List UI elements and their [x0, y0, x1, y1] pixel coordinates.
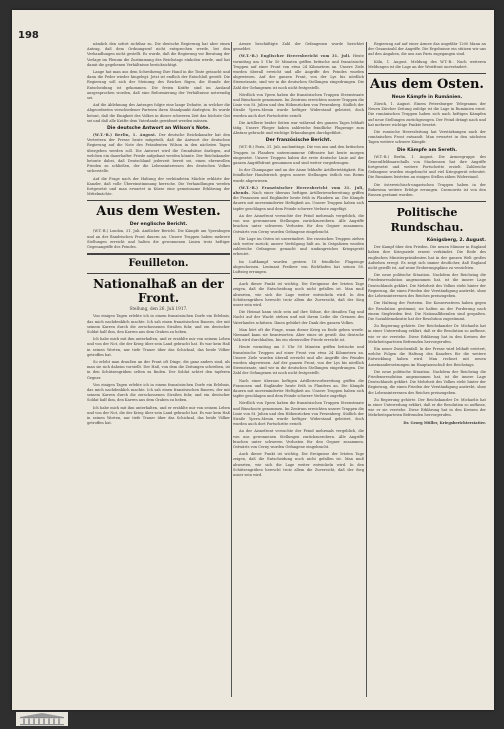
dateline: (W.T.-B.) Englischer Heeresbericht vom 31. Juli.	[239, 54, 351, 59]
article-text: An der Aisnefront versuchte der Feind mehrmals vergeblich, die von uns gewonnenen Stellungen zurückzuerobern. Alle Angriffe brachen unter schweren Verlusten für den Gegner zusammen. Ostwärts von Cerny wurden Gefangene eingebracht.	[233, 213, 364, 234]
article-text: Auch dieser Punkt ist wichtig. Die Ereignisse der letzten Tage zeigen, daß die Entscheidung noch nicht gefallen ist. Man muß abwarten, wie sich die Lage weiter entwickeln wird. In den Schützengräben herrscht trotz allem die Zuversicht, daß der Sieg unser sein wird.	[233, 452, 364, 478]
column-middle	[233, 42, 364, 702]
divider	[87, 273, 230, 274]
article-text: Der Kampf über den Frieden. Die neuen Männer in England haben ihre Kriegsziele erneut verkündet. Die Rede des englischen Ministerpräsidenten hat in der ganzen Welt großes Aufsehen erregt. Es zeigt sich immer deutlicher, daß England nicht gewillt ist, auf seine Eroberungspläne zu verzichten.	[368, 245, 486, 271]
article-text: (W.T.-B.) Paris, 31. Juli, nachmittags. Die von uns und den britischen Truppen in Flandern unternommene Offensive hat heute morgen eingesetzt. Unsere Truppen haben die erste deutsche Linie auf der ganzen Angriffsfront genommen und sind weiter vorgedrungen.	[233, 145, 364, 166]
section-subheading: Neue Kämpfe in Rumänien.	[391, 95, 463, 101]
divider	[368, 201, 486, 202]
article-text: Heute vormittag um 5 Uhr 50 Minuten griffen britische und französische Truppen auf einer Front von etwa 24 Kilometern an. Unsere Ziele wurden überall erreicht und alle Angriffe des Feindes wurden abgewiesen. Auf der ganzen Front, von der Lys bis nördlich Steenstraate, sind wir in die deutschen Stellungen eingedrungen. Die Zahl der Gefangenen ist noch nicht festgestellt.	[233, 54, 364, 90]
article-text: Die Lage im Osten ist unverändert. Die russischen Truppen ziehen sich weiter zurück; unsere Verfolgung hält an. In Ostgalizien wurden zahlreiche Gefangene gemacht und umfangreiches Kriegsgerät erbeutet.	[233, 236, 364, 257]
newspaper-page	[12, 10, 494, 710]
article-text: Nördlich von Ypern haben die französischen Truppen Steenstraate und Bixschoote genommen. Im Zentrum erreichten unsere Truppen die Linie von St. Julien und den Höhenrücken von Frezenberg. Südlich der Straße Ypern–Menin wurde heftiger Widerstand geleistet, doch wurden auch dort Fortschritte erzielt.	[233, 401, 364, 427]
section-subheading: Der englische Bericht.	[129, 222, 188, 228]
column-right	[368, 42, 486, 702]
article-text: Die russische Heeresleitung hat Verstärkungen nach der rumänischen Front entsandt. Man erwartet in den nächsten Tagen weitere schwere Kämpfe.	[368, 130, 486, 145]
article-text: So erlebt man draußen an der Front oft Dinge, die ganz anders sind, als man sie sich daheim vorstellt. Der Haß, von dem die Zeitungen schreiben, ist in den Schützengräben selten zu finden. Der Soldat achtet den tapferen Gegner.	[87, 359, 230, 380]
column-rule	[366, 42, 367, 697]
divider	[87, 200, 230, 201]
article-text: Nördlich von Ypern haben die französischen Truppen Steenstraate und Bixschoote genommen. Im Zentrum erreichten unsere Truppen die Linie von St. Julien und den Höhenrücken von Frezenberg. Südlich der Straße Ypern–Menin wurde heftiger Widerstand geleistet, doch wurden auch dort Fortschritte erzielt.	[233, 92, 364, 118]
article-text: Von einigen Tagen erlebte ich in einem französischen Dorfe ein Erlebnis, das mich nachdenklich machte. Ich sah einen französischen Bauern, der mit seinem Karren durch die zerschossenen Straßen fuhr, und ein deutscher Soldat half ihm, den Karren aus dem Graben zu heben.	[87, 382, 230, 403]
feuilleton-dateline: Stellung, den 26. Juli 1917.	[129, 306, 188, 312]
article-text: In der Champagne und an der Aisne lebhafte Artillerietätigkeit. Ein feindlicher Handstreich gegen unsere Stellungen östlich von Reims wurde abgewiesen.	[233, 168, 364, 183]
article-text: Nach einer überaus heftigen Artillerievorbereitung griffen die Franzosen und Engländer heute früh in Flandern an. Die Kämpfe dauern mit unverminderter Heftigkeit an. Unsere Truppen haben sich tapfer geschlagen und dem Feinde schwere Verluste zugefügt.	[233, 378, 364, 399]
divider	[87, 253, 230, 255]
article-text: Regierung auf auf einer Armee das ungefähr 1200 Mann an der Gesamtzahl der Angriffe. Die Ergebnisse ein stützen wir uns auf den Angaben, die uns aus Paris zugegangen sind.	[368, 42, 486, 57]
section-dateline: Königsberg, 2. August.	[426, 238, 486, 244]
article-text: Heute vormittag um 5 Uhr 50 Minuten griffen britische und französische Truppen auf einer Front von etwa 24 Kilometern an. Unsere Ziele wurden überall erreicht und alle Angriffe des Feindes wurden abgewiesen. Auf der ganzen Front, von der Lys bis nördlich Steenstraate, sind wir in die deutschen Stellungen eingedrungen. Die Zahl der Gefangenen ist noch nicht festgestellt.	[233, 345, 364, 376]
feuilleton-title: Nationalhaß an der Front.	[93, 277, 224, 306]
article-text: Auch dieser Punkt ist wichtig. Die Ereignisse der letzten Tage zeigen, daß die Entscheidung noch nicht gefallen ist. Man muß abwarten, wie sich die Lage weiter entwickeln wird. In den Schützengräben herrscht trotz allem die Zuversicht, daß der Sieg unser sein wird.	[233, 282, 364, 307]
article-text: Armee beschäftigte Zahl der Gefangenen wurde berichtet gemeldet.	[233, 42, 364, 52]
article-text: Köln, 1. August. Meldung des W.T.-B.: Nach weiteren Meldungen ist die Lage an der Westfront unverändert.	[368, 59, 486, 69]
section-subheading: Der französische Bericht.	[265, 138, 332, 144]
article-text: Man hört oft die Frage, wann dieser Krieg zu Ende gehen werde. Niemand kann sie beantworten. Aber eines ist gewiß: das deutsche Volk wird durchhalten, bis ein ehrenvoller Friede erreicht ist.	[233, 327, 364, 343]
article-text: Zu Regierung gehörte. Der Reichskanzler Dr. Michaelis hat in einer Unterredung erklärt, daß er die Resolution so auffasse, wie er sie verstehe. Diese Erklärung hat in den Kreisen der Mehrheitsparteien Befremden hervorgerufen.	[368, 397, 486, 418]
article-text: Die Artillerie beider Seiten war während des ganzen Tages lebhaft tätig. Unsere Flieger haben zahlreiche feindliche Flugzeuge zum Absturz gebracht und wichtige Erkundungen durchgeführt.	[233, 120, 364, 136]
article-text: Die Haltung der Parteien. Die Konservativen haben gegen die Resolution gestimmt; sie halten an der Forderung nach einem Siegfrieden fest. Die Nationalliberalen sind gespalten. Die Sozialdemokratie hat der Resolution zugestimmt.	[368, 301, 486, 321]
section-heading: Die deutsche Antwort an Wilson's Note.	[106, 126, 211, 132]
article-text: Die österreichisch-ungarischen Truppen haben in der Bukowina weitere Erfolge errungen. Czernowitz ist von den Russen geräumt worden.	[368, 182, 486, 198]
article-text: Ein neuer Zwischenfall. In der Presse wird lebhaft erörtert, welche Folgen die Haltung des Kanzlers für die weitere Entwicklung haben wird. Man rechnet mit neuen Auseinandersetzungen im Hauptausschuß des Reichstags.	[368, 346, 486, 367]
article-text: Nach einer überaus heftigen Artillerievorbereitung griffen die Franzosen und Engländer heute früh in Flandern an. Die Kämpfe dauern mit unverminderter Heftigkeit an. Unsere Truppen haben sich tapfer geschlagen und dem Feinde schwere Verluste zugefügt.	[233, 191, 364, 211]
article-text: (W.T.-B.) London, 31. Juli. Amtlicher Bericht. Die Kämpfe am Ypernbogen und an der flandrischen Front dauern an. Unsere Truppen haben mehrere Stellungen erreicht und halten die gewonnenen Linien trotz heftiger Gegenangriffe des Feindes.	[87, 229, 230, 250]
article-text: Zürich, 1. August. Einem Petersburger Telegramm der Neuen Zürcher Zeitung zufolge ist die Lage in Rumänien ernst. Die rumänischen Truppen haben sich nach heftigen Kämpfen auf neue Stellungen zurückgezogen. Der Feind drängt nach und hat mehrere wichtige Punkte besetzt.	[368, 102, 486, 127]
archive-footer	[12, 710, 494, 729]
article-text: Die neue politische Situation. Nachdem der Reichstag die Friedensresolution angenommen hat, ist die innere Lage Deutschlands geklärt. Die Mehrheit des Volkes steht hinter der Regierung, die einen Frieden der Verständigung anstrebt, ohne die Lebensinteressen des Reiches preiszugeben.	[368, 369, 486, 395]
author-signature: Dr. Georg Müller, Kriegsberichterstatter.	[403, 420, 486, 425]
article-text: Von einigen Tagen erlebte ich in einem französischen Dorfe ein Erlebnis, das mich nachdenklich machte. Ich sah einen französischen Bauern, der mit seinem Karren durch die zerschossenen Straßen fuhr, und ein deutscher Soldat half ihm, den Karren aus dem Graben zu heben.	[87, 314, 230, 334]
article-text: Die neue politische Situation. Nachdem der Reichstag die Friedensresolution angenommen hat, ist die innere Lage Deutschlands geklärt. Die Mehrheit des Volkes steht hinter der Regierung, die einen Frieden der Verständigung anstrebt, ohne die Lebensinteressen des Reiches preiszugeben.	[368, 273, 486, 299]
section-subheading: Die Kämpfe am Sereth.	[396, 147, 458, 153]
article-text: Auf die Ablehnung des Antrages folgte eine lange Debatte, in welcher die Abgeordneten verschiedener Parteien ihren Standpunkt darlegten. Es wurde betont, daß die Einigkeit des Volkes in dieser schweren Zeit das höchste Gut sei und daß alle Kräfte dem Vaterlande gewidmet werden müssen.	[87, 103, 230, 123]
divider	[233, 278, 364, 279]
article-text: An der Aisnefront versuchte der Feind mehrmals vergeblich, die von uns gewonnenen Stellungen zurückzuerobern. Alle Angriffe brachen unter schweren Verlusten für den Gegner zusammen. Ostwärts von Cerny wurden Gefangene eingebracht.	[233, 429, 364, 450]
section-heading-west: Aus dem Westen.	[96, 204, 221, 220]
article-text: (W.T.-B.) Berlin, 1. August. Die Armeegruppe des Generalfeldmarschalls von Mackensen hat ihre Angriffe fortgesetzt und weitere Fortschritte erzielt. Zahlreiche Gefangene wurden eingebracht und viel Kriegsgerät erbeutet. Die Rumänen leisteten an einigen Stellen zähen Widerstand.	[368, 154, 486, 180]
dateline: (W.T.-B.) Französischer Heeresbericht vom 31. Juli, abends.	[233, 185, 364, 196]
article-text: Lange hat man aus dem Schreibzeug Ihre Hand in die Tinte getaucht und dann die Feder wieder hingelegt. Jetzt ist endlich der Entschluß gereift. Die Regierung soll sich der Meinung des Reiches fügen, die Stunde der Entscheidung ist gekommen. Die freien Kräfte sind im Ausland ausgesprochen worden, daß eine Reformierung der Verhältnisse notwendig sei.	[87, 70, 230, 101]
page-number: 198	[18, 30, 39, 41]
article-text: Die Heimat kann stolz sein auf ihre Söhne, die draußen Tag und Nacht auf der Wacht stehen und mit ihrem Leibe die Grenzen des Vaterlandes schützen. Ihnen gebührt der Dank des ganzen Volkes.	[233, 310, 364, 325]
article-text: Auf die Frage nach der Haltung der verbündeten Mächte erklärte der Kanzler, daß volle Übereinstimmung herrsche. Die Verhandlungen werden fortgesetzt und man erwartet in Kürze eine gemeinsame Erklärung der Mittelmächte.	[87, 176, 230, 197]
article-text: Ich habe mich mit ihm unterhalten, und er erzählte mir von seinem Leben und von der Not, die der Krieg über sein Land gebracht hat. Es war kein Haß in seinen Worten, nur tiefe Trauer über das Schicksal, das beide Völker getroffen hat.	[87, 337, 230, 357]
column-left	[87, 42, 230, 702]
section-heading-east: Aus dem Osten.	[370, 77, 484, 93]
section-heading-politics: Politische Rundschau.	[390, 206, 464, 235]
article-text: Der deutsche Reichskanzler hat den Vertretern der Presse heute mitgeteilt, daß die Antwort der deutschen Regierung auf die Note des Präsidenten Wilson in den nächsten Tagen übergeben werden soll. Die Antwort wird die Grundsätze darlegen, auf welchen ein dauerhafter Friede aufgebaut werden könnte. Der Reichskanzler betonte dabei, daß Deutschland jederzeit bereit sei, einen ehrenvollen Frieden zu schließen, der die Lebensinteressen des deutschen Volkes sicherstelle.	[87, 133, 230, 174]
divider	[368, 73, 486, 74]
article-text: Im Luftkampf wurden gestern 18 feindliche Flugzeuge abgeschossen. Leutnant Freiherr von Richthofen hat seinen 58. Luftsieg errungen.	[233, 259, 364, 274]
article-text: Zu Regierung gehörte. Der Reichskanzler Dr. Michaelis hat in einer Unterredung erklärt, daß er die Resolution so auffasse, wie er sie verstehe. Diese Erklärung hat in den Kreisen der Mehrheitsparteien Befremden hervorgerufen.	[368, 324, 486, 344]
article-text: Ich habe mich mit ihm unterhalten, und er erzählte mir von seinem Leben und von der Not, die der Krieg über sein Land gebracht hat. Es war kein Haß in seinen Worten, nur tiefe Trauer über das Schicksal, das beide Völker getroffen hat.	[87, 405, 230, 426]
dateline: (W.T.-B.) Berlin, 1. August.	[93, 133, 157, 138]
feuilleton-label: Feuilleton.	[128, 258, 189, 270]
column-rule	[231, 42, 232, 697]
article-text: nämlich den sofort sichtbar zu. Die deutsche Regierung hat aber einen Antrag, daß dem Ordnungsruf nicht entsprochen werde, bei den Verhandlungen nicht gestellt. Es wurde, daß die Regierung vor Beratung der Vorlage im Plenum die Zustimmung des Reichstags einholen werde, und hat damit die gegebenen Verhältnisse berücksichtigt.	[87, 42, 230, 67]
library-logo-icon	[16, 712, 68, 726]
